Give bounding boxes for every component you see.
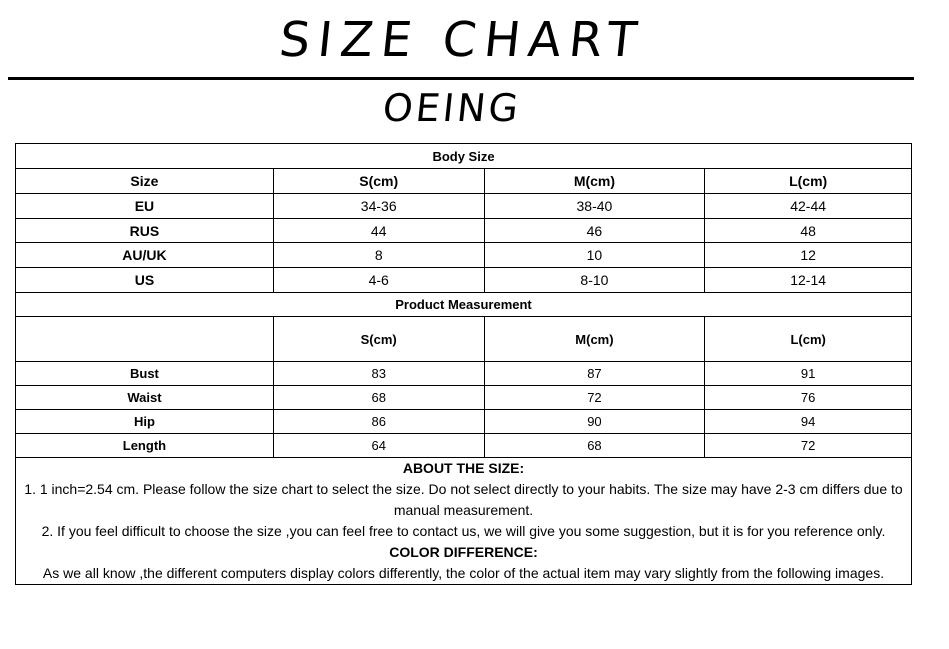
row-label: Bust — [16, 362, 274, 386]
table-cell: 34-36 — [273, 194, 484, 219]
table-cell: 86 — [273, 410, 484, 434]
table-cell: 38-40 — [484, 194, 705, 219]
body-size-header-row — [16, 169, 912, 194]
table-row — [16, 194, 912, 219]
column-header: S(cm) — [273, 169, 484, 194]
about-size-heading: ABOUT THE SIZE: — [402, 460, 525, 476]
about-size-note-2: 2. If you feel difficult to choose the size ,you can feel free to contact us, we will give you some suggestion, but it is for you reference only. — [41, 523, 886, 539]
table-row — [16, 219, 912, 243]
row-label: Length — [16, 434, 274, 458]
table-row — [16, 243, 912, 268]
title-divider — [8, 77, 914, 80]
table-cell: 12-14 — [705, 268, 912, 293]
table-cell: 48 — [705, 219, 912, 243]
table-cell: 94 — [705, 410, 912, 434]
product-measurement-heading: Product Measurement — [16, 293, 912, 317]
column-header — [16, 317, 274, 362]
about-size-note-1: 1. 1 inch=2.54 cm. Please follow the size chart to select the size. Do not select directly to your habits. The size may have 2-3 cm differs due to manual measurement. — [24, 481, 903, 518]
column-header: S(cm) — [273, 317, 484, 362]
table-row — [16, 434, 912, 458]
table-cell: 91 — [705, 362, 912, 386]
table-row — [16, 268, 912, 293]
table-cell: 10 — [484, 243, 705, 268]
column-header: M(cm) — [484, 169, 705, 194]
table-row — [16, 410, 912, 434]
table-cell: 46 — [484, 219, 705, 243]
row-label: RUS — [16, 219, 274, 243]
row-label: US — [16, 268, 274, 293]
row-label: Hip — [16, 410, 274, 434]
table-cell: 8-10 — [484, 268, 705, 293]
table-cell: 8 — [273, 243, 484, 268]
table-cell: 72 — [705, 434, 912, 458]
table-row — [16, 386, 912, 410]
column-header: L(cm) — [705, 169, 912, 194]
size-chart-table — [15, 143, 912, 585]
table-row — [16, 362, 912, 386]
table-cell: 12 — [705, 243, 912, 268]
size-notes — [16, 458, 912, 585]
table-cell: 4-6 — [273, 268, 484, 293]
column-header: Size — [16, 169, 274, 194]
row-label: AU/UK — [16, 243, 274, 268]
row-label: EU — [16, 194, 274, 219]
table-cell: 76 — [705, 386, 912, 410]
row-label: Waist — [16, 386, 274, 410]
product-measurement-header-row — [16, 317, 912, 362]
table-cell: 42-44 — [705, 194, 912, 219]
color-difference-note: As we all know ,the different computers display colors differently, the color of the actual item may vary slightly from the following images. — [42, 565, 885, 581]
table-cell: 72 — [484, 386, 705, 410]
table-cell: 68 — [484, 434, 705, 458]
column-header: M(cm) — [484, 317, 705, 362]
table-cell: 68 — [273, 386, 484, 410]
table-cell: 90 — [484, 410, 705, 434]
table-cell: 64 — [273, 434, 484, 458]
size-chart-title: SIZE CHART — [276, 12, 648, 68]
brand-name: OEING — [380, 86, 524, 130]
color-difference-heading: COLOR DIFFERENCE: — [389, 544, 538, 560]
table-cell: 87 — [484, 362, 705, 386]
table-cell: 83 — [273, 362, 484, 386]
table-cell: 44 — [273, 219, 484, 243]
body-size-heading: Body Size — [16, 144, 912, 169]
column-header: L(cm) — [705, 317, 912, 362]
